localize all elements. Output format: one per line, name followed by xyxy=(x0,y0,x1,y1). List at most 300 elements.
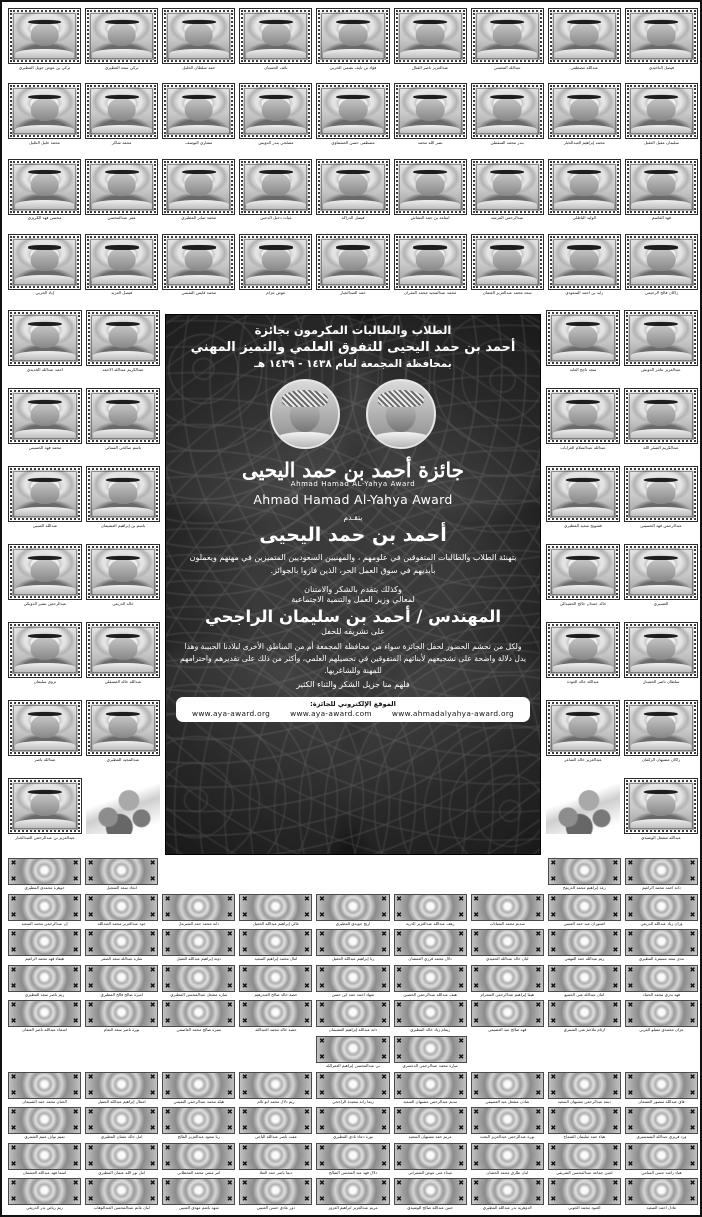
photo-frame xyxy=(86,310,160,366)
corner-x-icon xyxy=(318,1018,325,1025)
honoree-name: ريا سعود عبدالعزيز الفالح xyxy=(177,1135,220,1140)
corner-x-icon xyxy=(318,1038,325,1045)
corner-x-icon xyxy=(535,1074,542,1081)
honoree-card xyxy=(471,1178,544,1214)
honoree-name: دانة عبدالله إبراهيم العشيمان xyxy=(328,1028,378,1033)
honoree-name: أشتوزان عبد حمد العتيبي xyxy=(563,921,605,926)
placeholder-photo xyxy=(471,1178,544,1205)
honoree-name: زاكان مشيهان الزكمان xyxy=(641,757,681,762)
honoree-card xyxy=(162,159,235,233)
corner-x-icon xyxy=(381,1161,388,1168)
honoree-card xyxy=(239,234,312,308)
corner-x-icon xyxy=(550,1125,557,1132)
corner-x-icon xyxy=(87,1180,94,1187)
honoree-card xyxy=(8,234,81,308)
corner-x-icon xyxy=(87,1018,94,1025)
corner-x-icon xyxy=(10,1145,17,1152)
corner-x-icon xyxy=(241,931,248,938)
honoree-name: نائف الحسيان xyxy=(264,65,288,70)
honoree-card xyxy=(471,1036,544,1072)
honoree-card xyxy=(8,544,82,621)
corner-x-icon xyxy=(535,947,542,954)
honoree-photo xyxy=(320,87,385,135)
corner-x-icon xyxy=(149,1145,156,1152)
photo-frame xyxy=(394,8,467,64)
corner-x-icon xyxy=(473,1090,480,1097)
honoree-photo xyxy=(90,548,156,596)
corner-x-icon xyxy=(396,1196,403,1203)
corner-x-icon xyxy=(535,967,542,974)
corner-x-icon xyxy=(10,1196,17,1203)
honoree-card xyxy=(85,858,158,894)
corner-x-icon xyxy=(381,1125,388,1132)
honoree-name: ريم رياض بدر الدريعي xyxy=(26,1206,63,1211)
corner-x-icon xyxy=(627,967,634,974)
corner-x-icon xyxy=(149,1161,156,1168)
honoree-name: ورد فريزي عبدالله الشمسيري xyxy=(636,1135,687,1140)
placeholder-photo xyxy=(85,1072,158,1099)
corner-x-icon xyxy=(318,1145,325,1152)
honoree-name: أرثام ملاحم غنى الشمري xyxy=(563,1028,606,1033)
honoree-photo xyxy=(12,548,78,596)
honoree-card xyxy=(239,1000,312,1036)
middle-band xyxy=(8,310,698,855)
honoree-name: عبدالرحمن المرشد xyxy=(491,216,524,220)
placeholder-photo xyxy=(316,929,389,956)
corner-x-icon xyxy=(396,1125,403,1132)
photo-frame xyxy=(548,83,621,139)
honoree-name: مديم عبدالرحمن مشيهان السعيد xyxy=(403,1099,458,1104)
honoree-photo xyxy=(243,12,308,60)
honoree-photo xyxy=(12,12,77,60)
honoree-card xyxy=(394,965,467,1001)
placeholder-photo xyxy=(316,1072,389,1099)
placeholder-photo xyxy=(394,894,467,921)
honoree-photo xyxy=(628,392,694,440)
corner-x-icon xyxy=(10,1090,17,1097)
honoree-photo xyxy=(12,163,77,211)
corner-x-icon xyxy=(318,967,325,974)
corner-x-icon xyxy=(10,876,17,883)
corner-x-icon xyxy=(627,1074,634,1081)
corner-x-icon xyxy=(149,1090,156,1097)
honoree-name: هيلة محمد عبدالرحمن التميمي xyxy=(173,1099,225,1104)
honoree-card xyxy=(239,8,312,82)
corner-x-icon xyxy=(627,1018,634,1025)
placeholder-photo xyxy=(8,894,81,921)
placeholder-photo xyxy=(316,1000,389,1027)
photo-frame xyxy=(162,159,235,215)
honoree-name: عوض عزام xyxy=(266,291,286,296)
placeholder-photo xyxy=(162,965,235,992)
corner-x-icon xyxy=(381,1109,388,1116)
corner-x-icon xyxy=(72,1074,79,1081)
honoree-card xyxy=(162,858,235,894)
honoree-card xyxy=(546,622,620,699)
honoree-name: محمد خليل الخليل xyxy=(29,140,61,145)
honoree-card xyxy=(85,159,158,233)
honoree-card xyxy=(8,700,82,777)
honoree-card xyxy=(86,700,160,777)
photo-frame xyxy=(8,8,81,64)
corner-x-icon xyxy=(87,1161,94,1168)
honoree-name: هياء حمد سليمان الشماخ xyxy=(563,1135,606,1140)
honoree-name: حمد سلطان الخليل xyxy=(182,65,216,70)
corner-x-icon xyxy=(381,1002,388,1009)
minister-subtitle: على تشريفه للحفل xyxy=(321,626,385,636)
corner-x-icon xyxy=(72,983,79,990)
honoree-photo xyxy=(552,12,617,60)
honoree-name: هنف عبدالله عبدالرحمن الحصين xyxy=(403,992,457,997)
honoree-name: دانة احمد محمد الراغيم xyxy=(642,886,681,890)
corner-x-icon xyxy=(612,896,619,903)
honoree-card xyxy=(471,1000,544,1036)
photo-frame xyxy=(471,83,544,139)
placeholder-photo xyxy=(162,1000,235,1027)
corner-x-icon xyxy=(550,967,557,974)
corner-x-icon xyxy=(396,1074,403,1081)
photo-frame xyxy=(162,234,235,290)
honoree-name: عبدالمجيد المطيري xyxy=(106,757,140,762)
placeholder-photo xyxy=(625,894,698,921)
honoree-card xyxy=(394,858,467,894)
corner-x-icon xyxy=(612,1002,619,1009)
corner-x-icon xyxy=(10,1125,17,1132)
corner-x-icon xyxy=(303,1180,310,1187)
corner-x-icon xyxy=(149,967,156,974)
corner-x-icon xyxy=(164,1145,171,1152)
decorative-ornament xyxy=(546,778,620,834)
honoree-photo xyxy=(550,392,616,440)
placeholder-photo xyxy=(394,1000,467,1027)
corner-x-icon xyxy=(627,947,634,954)
corner-x-icon xyxy=(10,1002,17,1009)
honoree-card xyxy=(162,8,235,82)
thanks-line2: لمعالي وزير العمل والتنمية الاجتماعية xyxy=(291,594,415,604)
honoree-photo xyxy=(90,392,156,440)
honoree-name: الدوهرية بدر عبدالله المطيري xyxy=(482,1206,532,1211)
poster-title-line3: بمحافظة المجمعة لعام ١٤٣٨ - ١٤٣٩ هـ xyxy=(254,358,452,370)
honoree-photo xyxy=(166,87,231,135)
honoree-card xyxy=(162,1072,235,1108)
honoree-name: شهد باشم مهدي العتيبي xyxy=(178,1206,219,1211)
corner-x-icon xyxy=(458,1196,465,1203)
honoree-photo xyxy=(90,704,156,752)
honoree-card xyxy=(394,8,467,82)
corner-x-icon xyxy=(627,931,634,938)
honoree-card xyxy=(625,159,698,233)
honoree-name: نورة ناصر سعد النعام xyxy=(103,1028,140,1033)
corner-x-icon xyxy=(164,1074,171,1081)
corner-x-icon xyxy=(396,1002,403,1009)
placeholder-photo xyxy=(548,1000,621,1027)
honoree-card xyxy=(546,544,620,621)
corner-x-icon xyxy=(72,876,79,883)
photo-frame xyxy=(85,159,158,215)
placeholder-photo xyxy=(625,1107,698,1134)
honoree-card xyxy=(394,1072,467,1108)
honoree-name: الحنان محمد حمد الشبيعان xyxy=(22,1099,67,1104)
honoree-name: مريم حمد مشيهان السعيد xyxy=(408,1135,452,1140)
placeholder-photo xyxy=(625,858,698,885)
website-link-2[interactable]: www.aya-award.com xyxy=(290,709,372,719)
website-link-1[interactable]: www.aya-award.org xyxy=(191,709,271,719)
honoree-name: فيصل الناخيدي xyxy=(648,65,675,70)
corner-x-icon xyxy=(381,931,388,938)
photo-frame xyxy=(316,8,389,64)
corner-x-icon xyxy=(396,931,403,938)
placeholder-photo xyxy=(85,1143,158,1170)
corner-x-icon xyxy=(612,1196,619,1203)
corner-x-icon xyxy=(149,876,156,883)
corner-x-icon xyxy=(381,1018,388,1025)
honoree-card xyxy=(625,929,698,965)
honoree-name: عبدالرحمن فهد الحسيني xyxy=(640,523,682,528)
honoree-photo xyxy=(320,12,385,60)
corner-x-icon xyxy=(535,1090,542,1097)
corner-x-icon xyxy=(458,967,465,974)
honoree-name: أسامة بن حمد النشاش xyxy=(410,216,450,220)
honoree-name: حصة خالد محمد العبدالله xyxy=(255,1028,297,1033)
honoree-card xyxy=(316,1178,389,1214)
placeholder-photo xyxy=(239,1178,312,1205)
corner-x-icon xyxy=(72,1145,79,1152)
placeholder-photo xyxy=(8,929,81,956)
website-link-3[interactable]: www.ahmadalyahya-award.org xyxy=(391,709,515,719)
placeholder-photo xyxy=(8,1143,81,1170)
corner-x-icon xyxy=(627,896,634,903)
bottom-honorees-grid xyxy=(8,858,698,1214)
honoree-name: فؤاد بن نايف نشمي الحربي xyxy=(329,65,377,70)
corner-x-icon xyxy=(535,896,542,903)
corner-x-icon xyxy=(396,947,403,954)
honoree-card xyxy=(394,234,467,308)
placeholder-photo xyxy=(162,929,235,956)
corner-x-icon xyxy=(535,1018,542,1025)
corner-x-icon xyxy=(241,1180,248,1187)
corner-x-icon xyxy=(303,1161,310,1168)
corner-x-icon xyxy=(226,967,233,974)
honoree-name: منيرة صالح محمد العاصمي xyxy=(176,1028,222,1033)
honoree-name: تميم نواف غنيم الشمري xyxy=(24,1135,65,1140)
honoree-name: لجين جماعة عبدالمحسن الشريفي xyxy=(556,1170,613,1175)
corner-x-icon xyxy=(164,1090,171,1097)
corner-x-icon xyxy=(149,1002,156,1009)
corner-x-icon xyxy=(458,912,465,919)
corner-x-icon xyxy=(226,947,233,954)
honoree-name: عبدالله مشعل الوشيدي xyxy=(641,835,681,840)
honoree-card xyxy=(316,894,389,930)
honoree-name: العسيري xyxy=(653,601,669,606)
corner-x-icon xyxy=(396,1018,403,1025)
placeholder-photo xyxy=(162,1107,235,1134)
corner-x-icon xyxy=(72,967,79,974)
photo-frame xyxy=(548,234,621,290)
photo-frame xyxy=(8,159,81,215)
photo-frame xyxy=(471,234,544,290)
corner-x-icon xyxy=(87,912,94,919)
corner-x-icon xyxy=(550,983,557,990)
corner-x-icon xyxy=(473,1074,480,1081)
award-poster-panel xyxy=(165,314,541,855)
honoree-name: مريم عبدالعزيز ابراهيم العزوز xyxy=(328,1206,378,1211)
honoree-name: هيفا إبراهيم عبدالرحمن الشعرام xyxy=(480,992,535,997)
honoree-card xyxy=(625,1036,698,1072)
corner-x-icon xyxy=(318,1090,325,1097)
corner-x-icon xyxy=(303,1018,310,1025)
corner-x-icon xyxy=(241,1196,248,1203)
honoree-name: اسما فهد عبدالله العشمان xyxy=(22,1170,67,1175)
corner-x-icon xyxy=(612,1161,619,1168)
honoree-photo xyxy=(398,87,463,135)
honoree-card xyxy=(548,1178,621,1214)
corner-x-icon xyxy=(381,912,388,919)
placeholder-photo xyxy=(239,929,312,956)
corner-x-icon xyxy=(550,876,557,883)
honoree-name: أميرة صالح فالح المطيري xyxy=(100,992,143,997)
honoree-card xyxy=(239,1143,312,1179)
photo-frame xyxy=(8,310,82,366)
honoree-name: باسم صالحي السنائي xyxy=(104,445,142,450)
corner-x-icon xyxy=(550,912,557,919)
honoree-name: وزان زياد عبدالله الدريعي xyxy=(640,921,683,926)
honoree-photo xyxy=(475,12,540,60)
honoree-name: باسم بن إبراهيم العشيمان xyxy=(100,523,146,528)
corner-x-icon xyxy=(550,1145,557,1152)
honoree-card xyxy=(625,83,698,157)
honoree-card xyxy=(394,1107,467,1143)
honoree-card xyxy=(86,544,160,621)
photo-frame xyxy=(8,234,81,290)
honoree-name: خالد الدريعي xyxy=(112,601,134,606)
photo-frame xyxy=(394,159,467,215)
corner-x-icon xyxy=(627,1180,634,1187)
corner-x-icon xyxy=(627,1145,634,1152)
corner-x-icon xyxy=(10,1109,17,1116)
corner-x-icon xyxy=(87,860,94,867)
corner-x-icon xyxy=(627,860,634,867)
corner-x-icon xyxy=(535,1002,542,1009)
honoree-photo xyxy=(90,470,156,518)
corner-x-icon xyxy=(226,1018,233,1025)
placeholder-photo xyxy=(394,1107,467,1134)
honoree-name: عبدالعزيز خالد الشاعر xyxy=(564,757,602,762)
corner-x-icon xyxy=(458,1180,465,1187)
placeholder-photo xyxy=(8,1072,81,1099)
honoree-card xyxy=(394,1143,467,1179)
corner-x-icon xyxy=(164,1002,171,1009)
corner-x-icon xyxy=(10,931,17,938)
honoree-name: أمر منفي محمد الفحطاني xyxy=(177,1170,221,1175)
honoree-name: نزوى سليمان xyxy=(33,679,57,684)
honoree-card xyxy=(8,83,81,157)
honoree-name: محمد فايس التميمي xyxy=(181,291,217,296)
corner-x-icon xyxy=(72,947,79,954)
corner-x-icon xyxy=(226,1145,233,1152)
corner-x-icon xyxy=(550,947,557,954)
corner-x-icon xyxy=(72,912,79,919)
honoree-name: فيصل الدراكة xyxy=(341,216,365,220)
honoree-card xyxy=(316,1036,389,1072)
placeholder-photo xyxy=(548,858,621,885)
corner-x-icon xyxy=(10,1074,17,1081)
honoree-card xyxy=(162,965,235,1001)
corner-x-icon xyxy=(396,912,403,919)
corner-x-icon xyxy=(318,1054,325,1061)
honoree-name: شادن مشعل عبد العصيمي xyxy=(485,1099,530,1104)
corner-x-icon xyxy=(381,1074,388,1081)
corner-x-icon xyxy=(303,1196,310,1203)
honoree-card xyxy=(394,1036,467,1072)
corner-x-icon xyxy=(396,1054,403,1061)
honoree-card xyxy=(316,965,389,1001)
corner-x-icon xyxy=(241,896,248,903)
corner-x-icon xyxy=(303,1002,310,1009)
corner-x-icon xyxy=(381,1180,388,1187)
corner-x-icon xyxy=(241,1161,248,1168)
corner-x-icon xyxy=(473,912,480,919)
corner-x-icon xyxy=(612,1090,619,1097)
corner-x-icon xyxy=(550,1109,557,1116)
honoree-photo xyxy=(550,470,616,518)
corner-x-icon xyxy=(612,1109,619,1116)
poster-title-line2: أحمد بن حمد اليحيى للتفوق العلمي والتميز المهني xyxy=(190,340,516,355)
corner-x-icon xyxy=(381,967,388,974)
corner-x-icon xyxy=(241,1074,248,1081)
photo-frame xyxy=(546,544,620,600)
corner-x-icon xyxy=(318,1125,325,1132)
honoree-card xyxy=(8,310,82,387)
corner-x-icon xyxy=(318,947,325,954)
honoree-card xyxy=(8,965,81,1001)
placeholder-photo xyxy=(239,1143,312,1170)
honoree-photo xyxy=(90,314,156,362)
website-label: الموقع الإلكتروني للجائزة: xyxy=(310,700,396,709)
corner-x-icon xyxy=(10,1161,17,1168)
corner-x-icon xyxy=(164,947,171,954)
honoree-photo xyxy=(475,238,540,286)
honoree-card xyxy=(548,1036,621,1072)
corner-x-icon xyxy=(396,967,403,974)
corner-x-icon xyxy=(689,1074,696,1081)
corner-x-icon xyxy=(241,967,248,974)
photo-frame xyxy=(239,8,312,64)
honoree-card xyxy=(546,700,620,777)
honoree-photo xyxy=(550,548,616,596)
honoree-name: زاكان فالح الرخيمي xyxy=(644,291,679,296)
corner-x-icon xyxy=(612,876,619,883)
photo-frame xyxy=(625,234,698,290)
honoree-card xyxy=(316,1000,389,1036)
corner-x-icon xyxy=(10,1180,17,1187)
award-logo-english: Ahmad Hamad Al-Yahya Award xyxy=(253,492,453,507)
corner-x-icon xyxy=(473,1196,480,1203)
placeholder-photo xyxy=(394,1178,467,1205)
photo-frame xyxy=(86,388,160,444)
corner-x-icon xyxy=(87,947,94,954)
honoree-card xyxy=(85,1178,158,1214)
corner-x-icon xyxy=(689,1125,696,1132)
honoree-name: جوهرة محمدي المطيري xyxy=(24,886,65,890)
corner-x-icon xyxy=(535,983,542,990)
corner-x-icon xyxy=(87,1002,94,1009)
photo-frame xyxy=(548,8,621,64)
honoree-name: بندر محمد السقطي xyxy=(490,140,524,145)
corner-x-icon xyxy=(550,1180,557,1187)
honoree-name: محسن فهد الكريزي xyxy=(27,216,62,220)
corner-x-icon xyxy=(87,931,94,938)
corner-x-icon xyxy=(612,912,619,919)
